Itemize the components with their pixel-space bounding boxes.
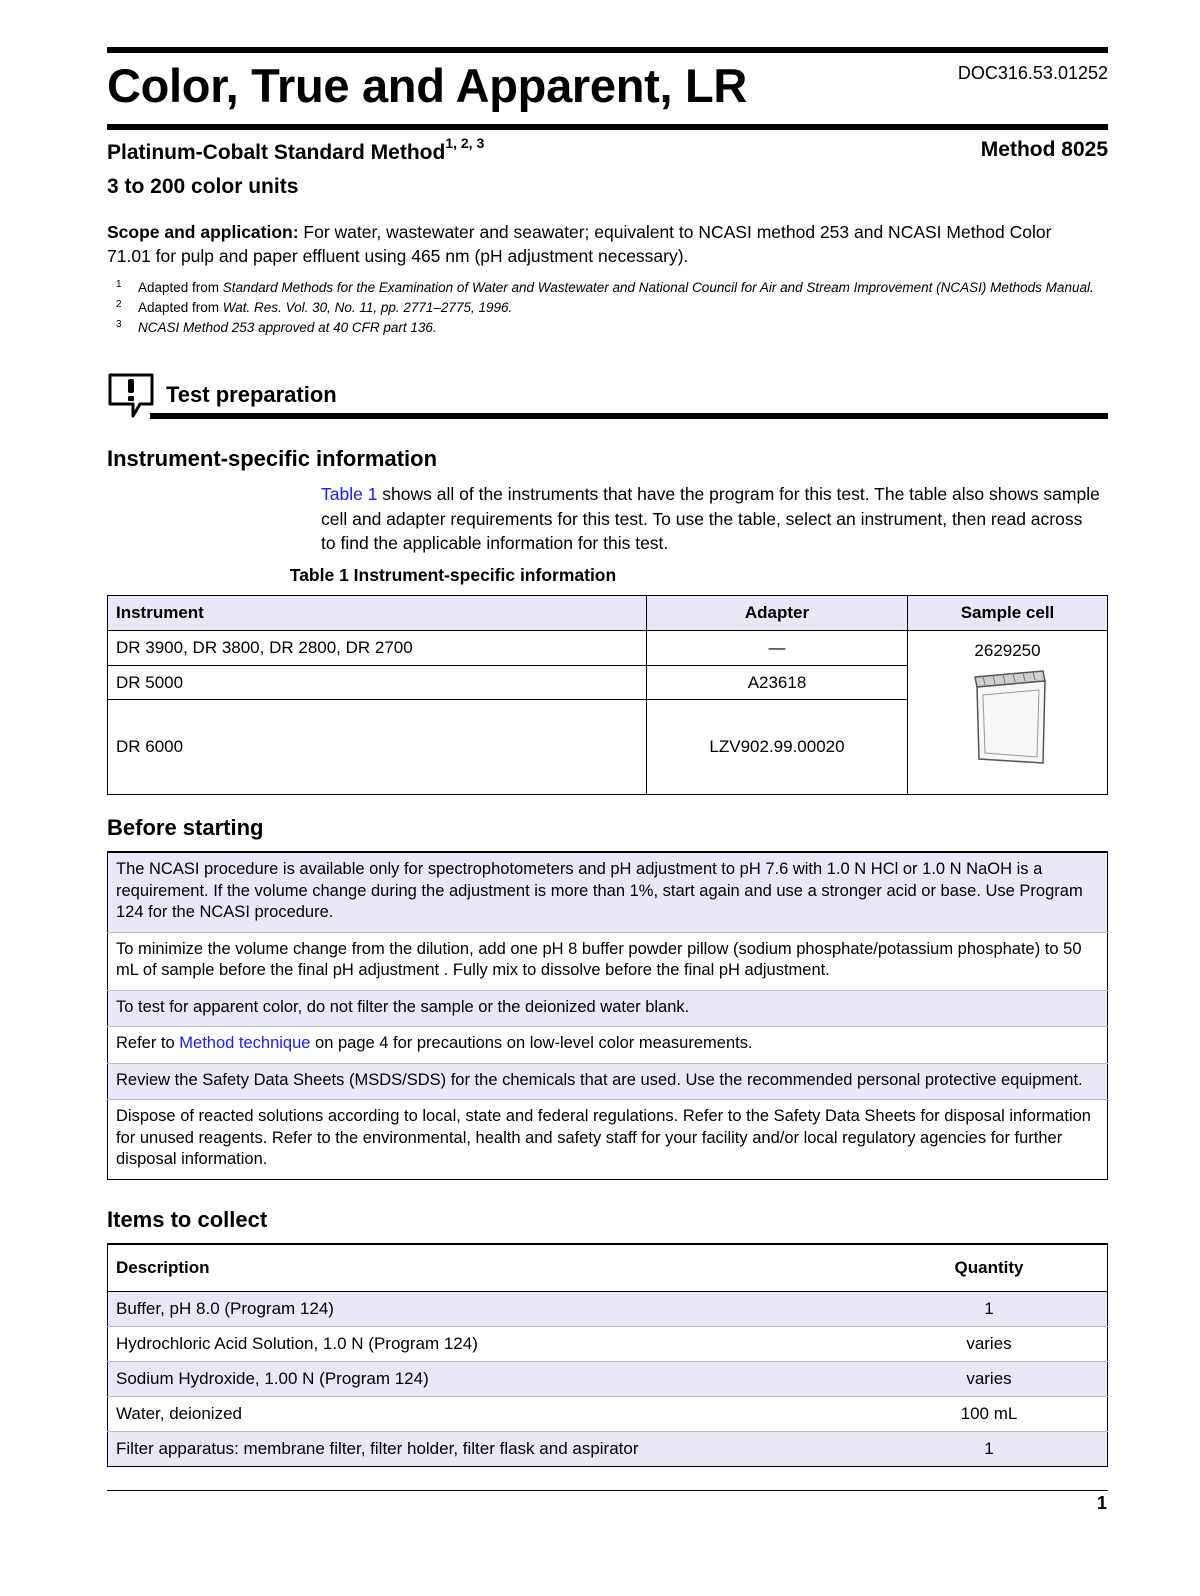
list-item <box>108 852 1108 932</box>
table-1-caption: Table 1 Instrument-specific information <box>289 565 617 585</box>
column-header: Sample cell <box>908 596 1108 631</box>
table-row <box>108 1362 1108 1397</box>
adapter-cell: A23618 <box>647 666 908 700</box>
sample-cell-cell <box>908 631 1108 795</box>
sample-cell-number: 2629250 <box>974 641 1041 660</box>
quantity-cell: varies <box>871 1362 1108 1397</box>
note-prefix: Refer to <box>116 1034 180 1052</box>
footer-rule <box>107 1490 1108 1491</box>
column-header: Adapter <box>647 596 908 631</box>
section-rule <box>150 413 1108 419</box>
top-rule <box>107 47 1108 53</box>
table-row <box>108 631 1108 666</box>
footnote-number: 1 <box>116 279 122 290</box>
adapter-cell: LZV902.99.00020 <box>647 700 908 795</box>
table-1-link[interactable]: Table 1 <box>321 484 378 504</box>
description-cell: Filter apparatus: membrane filter, filter holder, filter flask and aspirator <box>108 1432 872 1467</box>
note-text <box>108 1027 1108 1064</box>
scope-paragraph <box>107 220 1067 268</box>
method-subtitle-refs: 1, 2, 3 <box>445 135 485 151</box>
quantity-cell: 1 <box>871 1292 1108 1327</box>
method-technique-link[interactable]: Method technique <box>179 1034 311 1052</box>
table-row <box>108 1292 1108 1327</box>
description-cell: Water, deionized <box>108 1397 872 1432</box>
footnote-citation: NCASI Method 253 approved at 40 CFR part 136. <box>138 320 437 335</box>
description-cell: Hydrochloric Acid Solution, 1.0 N (Program 124) <box>108 1327 872 1362</box>
method-subtitle <box>107 135 485 165</box>
footnote-number: 2 <box>116 299 122 310</box>
list-item <box>108 1100 1108 1180</box>
quantity-cell: varies <box>871 1327 1108 1362</box>
footnote-citation: Wat. Res. Vol. 30, No. 11, pp. 2771–2775, 1996. <box>222 300 513 315</box>
sample-cell-illustration <box>963 663 1053 773</box>
note-text: To minimize the volume change from the dilution, add one pH 8 buffer powder pillow (sodium phosphate/potassium phosphate) to 50 mL of sample before the final pH adjustment . Fully mix to dissolve before the final pH adjustment. <box>108 932 1108 990</box>
section-heading-items-to-collect: Items to collect <box>107 1207 268 1232</box>
table-row <box>108 1432 1108 1467</box>
table-row <box>108 1397 1108 1432</box>
list-item <box>108 1063 1108 1100</box>
column-header: Description <box>108 1244 872 1292</box>
title-rule <box>107 124 1108 130</box>
footnote-citation: Standard Methods for the Examination of Water and Wastewater and National Council for Air and Stream Improvement (NCASI) Methods Manual. <box>222 280 1094 295</box>
scope-text: For water, wastewater and seawater; equivalent to NCASI method 253 and NCASI Method Color 71.01 for pulp and paper effluent using 465 nm (pH adjustment necessary). <box>107 222 1052 266</box>
table-row <box>108 1327 1108 1362</box>
column-header: Quantity <box>871 1244 1108 1292</box>
footnote-prefix: Adapted from <box>138 280 223 295</box>
list-item <box>108 932 1108 990</box>
document-id: DOC316.53.01252 <box>957 63 1108 83</box>
instrument-intro-text: shows all of the instruments that have the program for this test. The table also shows sample cell and adapter requirements for this test. To use the table, select an instrument, then read across to find the applicable information for this test. <box>321 484 1100 553</box>
list-item <box>108 1027 1108 1064</box>
note-text: To test for apparent color, do not filter the sample or the deionized water blank. <box>108 990 1108 1027</box>
note-text: Review the Safety Data Sheets (MSDS/SDS) for the chemicals that are used. Use the recommended personal protective equipment. <box>108 1063 1108 1100</box>
instrument-table <box>107 595 1108 795</box>
page-number: 1 <box>1096 1493 1107 1513</box>
before-starting-table <box>107 851 1108 1180</box>
note-suffix: on page 4 for precautions on low-level color measurements. <box>310 1034 753 1052</box>
section-heading-before-starting: Before starting <box>107 815 264 840</box>
quantity-cell: 100 mL <box>871 1397 1108 1432</box>
footnotes <box>116 278 1096 338</box>
measurement-range: 3 to 200 color units <box>107 175 299 198</box>
items-table <box>107 1243 1108 1467</box>
description-cell: Sodium Hydroxide, 1.00 N (Program 124) <box>108 1362 872 1397</box>
method-subtitle-text: Platinum-Cobalt Standard Method <box>107 141 446 164</box>
instrument-cell: DR 6000 <box>108 700 647 795</box>
instrument-intro <box>321 482 1101 556</box>
adapter-cell: — <box>647 631 908 666</box>
instrument-cell: DR 5000 <box>108 666 647 700</box>
section-heading-test-preparation: Test preparation <box>166 382 337 407</box>
description-cell: Buffer, pH 8.0 (Program 124) <box>108 1292 872 1327</box>
table-header-row <box>108 596 1108 631</box>
note-text: Dispose of reacted solutions according to local, state and federal regulations. Refer to the Safety Data Sheets for disposal information for unused reagents. Refer to the environmental, health and safety staff for your facility and/or local regulatory agencies for further disposal information. <box>108 1100 1108 1180</box>
footnote <box>116 318 1096 338</box>
footnote <box>116 298 1096 318</box>
footnote <box>116 278 1096 298</box>
section-heading-instrument-info: Instrument-specific information <box>107 446 438 471</box>
footnote-number: 3 <box>116 319 122 330</box>
list-item <box>108 990 1108 1027</box>
column-header: Instrument <box>108 596 647 631</box>
quantity-cell: 1 <box>871 1432 1108 1467</box>
footnote-prefix: Adapted from <box>138 300 223 315</box>
page-title: Color, True and Apparent, LR <box>107 59 748 112</box>
instrument-cell: DR 3900, DR 3800, DR 2800, DR 2700 <box>108 631 647 666</box>
method-number: Method 8025 <box>980 138 1108 161</box>
table-header-row <box>108 1244 1108 1292</box>
scope-label: Scope and application: <box>107 222 299 242</box>
note-text: The NCASI procedure is available only for spectrophotometers and pH adjustment to pH 7.6 with 1.0 N HCl or 1.0 N NaOH is a requirement. If the volume change during the adjustment is more than 1%, start again and use a stronger acid or base. Use Program 124 for the NCASI procedure. <box>108 852 1108 932</box>
